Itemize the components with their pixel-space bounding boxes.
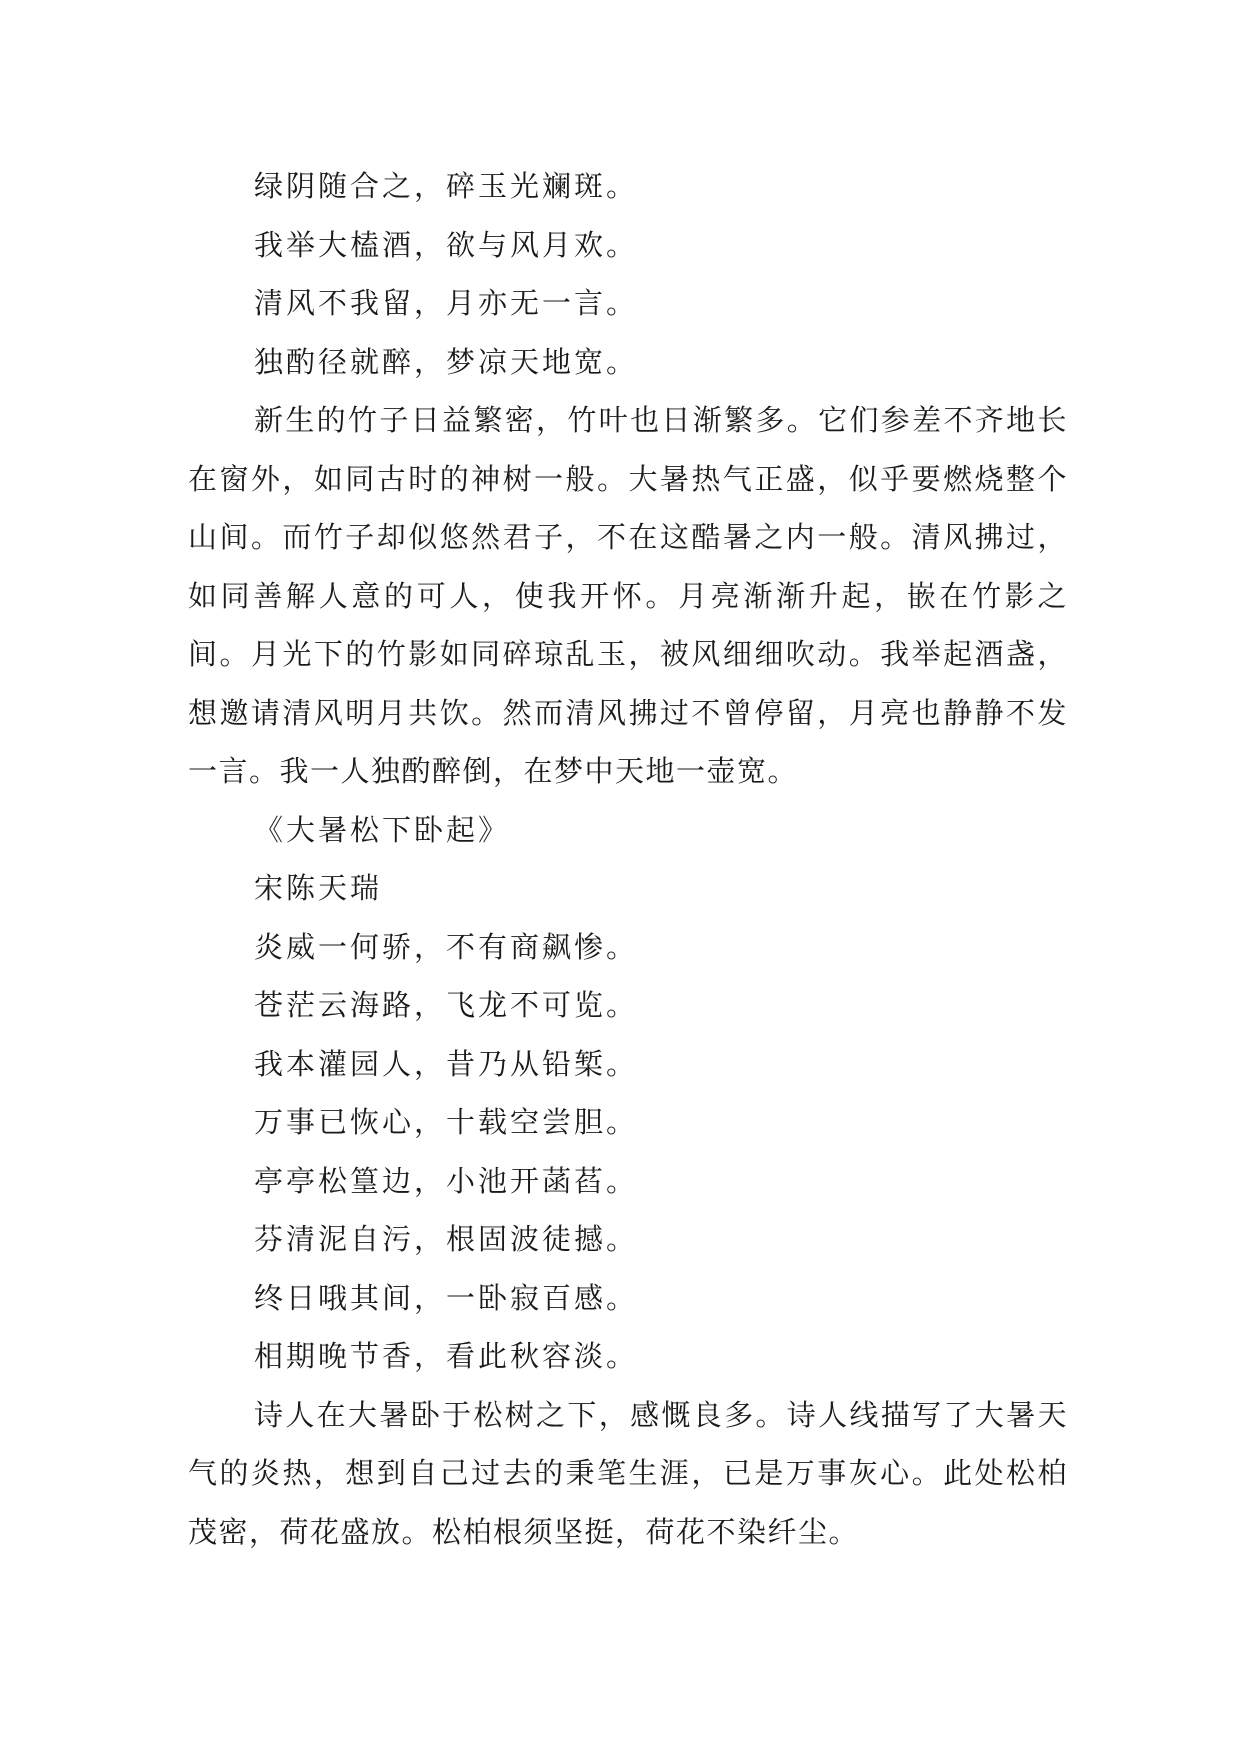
poem-line: 终日哦其间，一卧寂百感。 bbox=[254, 1280, 639, 1315]
poem-title: 《大暑松下卧起》 bbox=[254, 812, 511, 847]
document-body bbox=[188, 157, 1068, 1561]
poem-line: 芬清泥自污，根固波徒撼。 bbox=[254, 1222, 639, 1256]
poem-line: 清风不我留，月亦无一言。 bbox=[254, 286, 639, 320]
poem-line: 独酌径就醉，梦凉天地宽。 bbox=[254, 344, 639, 379]
poem-line: 我本灌园人，昔乃从铅椠。 bbox=[254, 1046, 639, 1081]
poem-line: 亭亭松篁边，小池开菡萏。 bbox=[254, 1163, 639, 1198]
poem-line: 绿阴随合之，碎玉光斓斑。 bbox=[254, 169, 639, 203]
poem-line: 万事已恢心，十载空尝胆。 bbox=[254, 1105, 639, 1139]
poem-author: 宋陈天瑞 bbox=[254, 871, 383, 905]
poem-line: 炎威一何骄，不有商飙惨。 bbox=[254, 929, 639, 964]
poem-line: 我举大榼酒，欲与风月欢。 bbox=[254, 227, 639, 262]
commentary-paragraph: 新生的竹子日益繁密，竹叶也日渐繁多。它们参差不齐地长在窗外，如同古时的神树一般。大暑热气正盛，似乎要燃烧整个山间。而竹子却似悠然君子，不在这酷暑之内一般。清风拂过，如同善解人意的可人，使我开怀。月亮渐渐升起，嵌在竹影之间。月光下的竹影如同碎琼乱玉，被风细细吹动。我举起酒盏，想邀请清风明月共饮。然而清风拂过不曾停留，月亮也静静不发一言。我一人独酌醉倒，在梦中天地一壶宽。 bbox=[188, 403, 1068, 788]
poem-line: 苍茫云海路，飞龙不可览。 bbox=[254, 988, 639, 1022]
commentary-paragraph: 诗人在大暑卧于松树之下，感慨良多。诗人线描写了大暑天气的炎热，想到自己过去的秉笔生涯，已是万事灰心。此处松柏茂密，荷花盛放。松柏根须坚挺，荷花不染纤尘。 bbox=[188, 1397, 1068, 1549]
poem-line: 相期晚节香，看此秋容淡。 bbox=[254, 1339, 639, 1373]
